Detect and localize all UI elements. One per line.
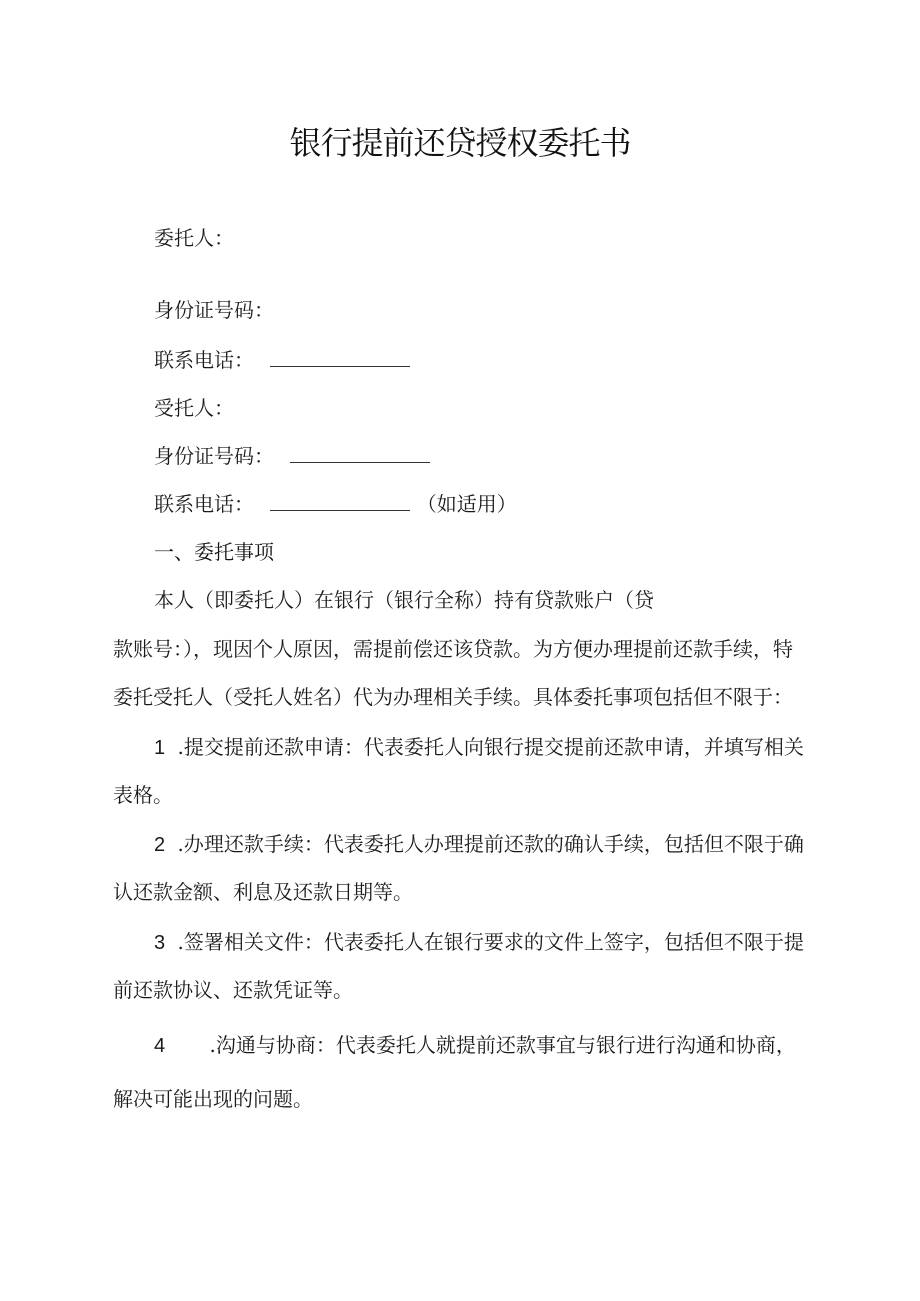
principal-id-label: 身份证号码：	[154, 298, 274, 322]
agent-phone-note: （如适用）	[416, 492, 517, 516]
item-2-text: .办理还款手续：代表委托人办理提前还款的确认手续，包括但不限于确	[177, 832, 804, 856]
agent-id-row	[154, 440, 430, 469]
item-1	[154, 731, 804, 760]
item-3-text: .签署相关文件：代表委托人在银行要求的文件上签字，包括但不限于提	[177, 930, 804, 954]
item-4-text: .沟通与协商：代表委托人就提前还款事宜与银行进行沟通和协商，	[209, 1033, 796, 1057]
item-3-number: 3	[154, 932, 166, 954]
item-2	[154, 828, 804, 857]
principal-phone-label: 联系电话：	[154, 348, 254, 372]
item-3-cont: 前还款协议、还款凭证等。	[113, 978, 353, 1002]
item-4	[154, 1029, 796, 1058]
principal-label	[154, 222, 234, 251]
agent-phone-blank[interactable]	[270, 494, 410, 511]
document-title: 银行提前还贷授权委托书	[289, 124, 631, 162]
agent-phone-label: 联系电话：	[154, 492, 254, 516]
section1-intro-line1: 本人（即委托人）在银行（银行全称）持有贷款账户（贷	[154, 588, 654, 612]
agent-phone-row	[154, 488, 517, 517]
item-4-cont: 解决可能出现的问题。	[113, 1087, 313, 1111]
agent-id-blank[interactable]	[290, 446, 430, 463]
principal-phone-blank[interactable]	[270, 350, 410, 367]
agent-id-label: 身份证号码：	[154, 444, 274, 468]
agent-label	[154, 392, 234, 421]
item-3	[154, 926, 804, 955]
principal-phone-row	[154, 344, 410, 373]
section1-intro-line2: 款账号：），现因个人原因，需提前偿还该贷款。为方便办理提前还款手续，特	[113, 637, 793, 661]
item-4-number: 4	[154, 1035, 166, 1057]
section1-intro-line3: 委托受托人（受托人姓名）代为办理相关手续。具体委托事项包括但不限于：	[113, 685, 793, 709]
item-2-cont: 认还款金额、利息及还款日期等。	[113, 880, 413, 904]
principal-label-text: 委托人：	[154, 226, 234, 250]
agent-label-text: 受托人：	[154, 396, 234, 420]
section1-heading: 一、委托事项	[154, 540, 274, 564]
item-1-cont: 表格。	[113, 783, 173, 807]
item-2-number: 2	[154, 834, 166, 856]
principal-id-row	[154, 294, 274, 323]
item-1-number: 1	[154, 737, 166, 759]
item-1-text: .提交提前还款申请：代表委托人向银行提交提前还款申请，并填写相关	[177, 735, 804, 759]
